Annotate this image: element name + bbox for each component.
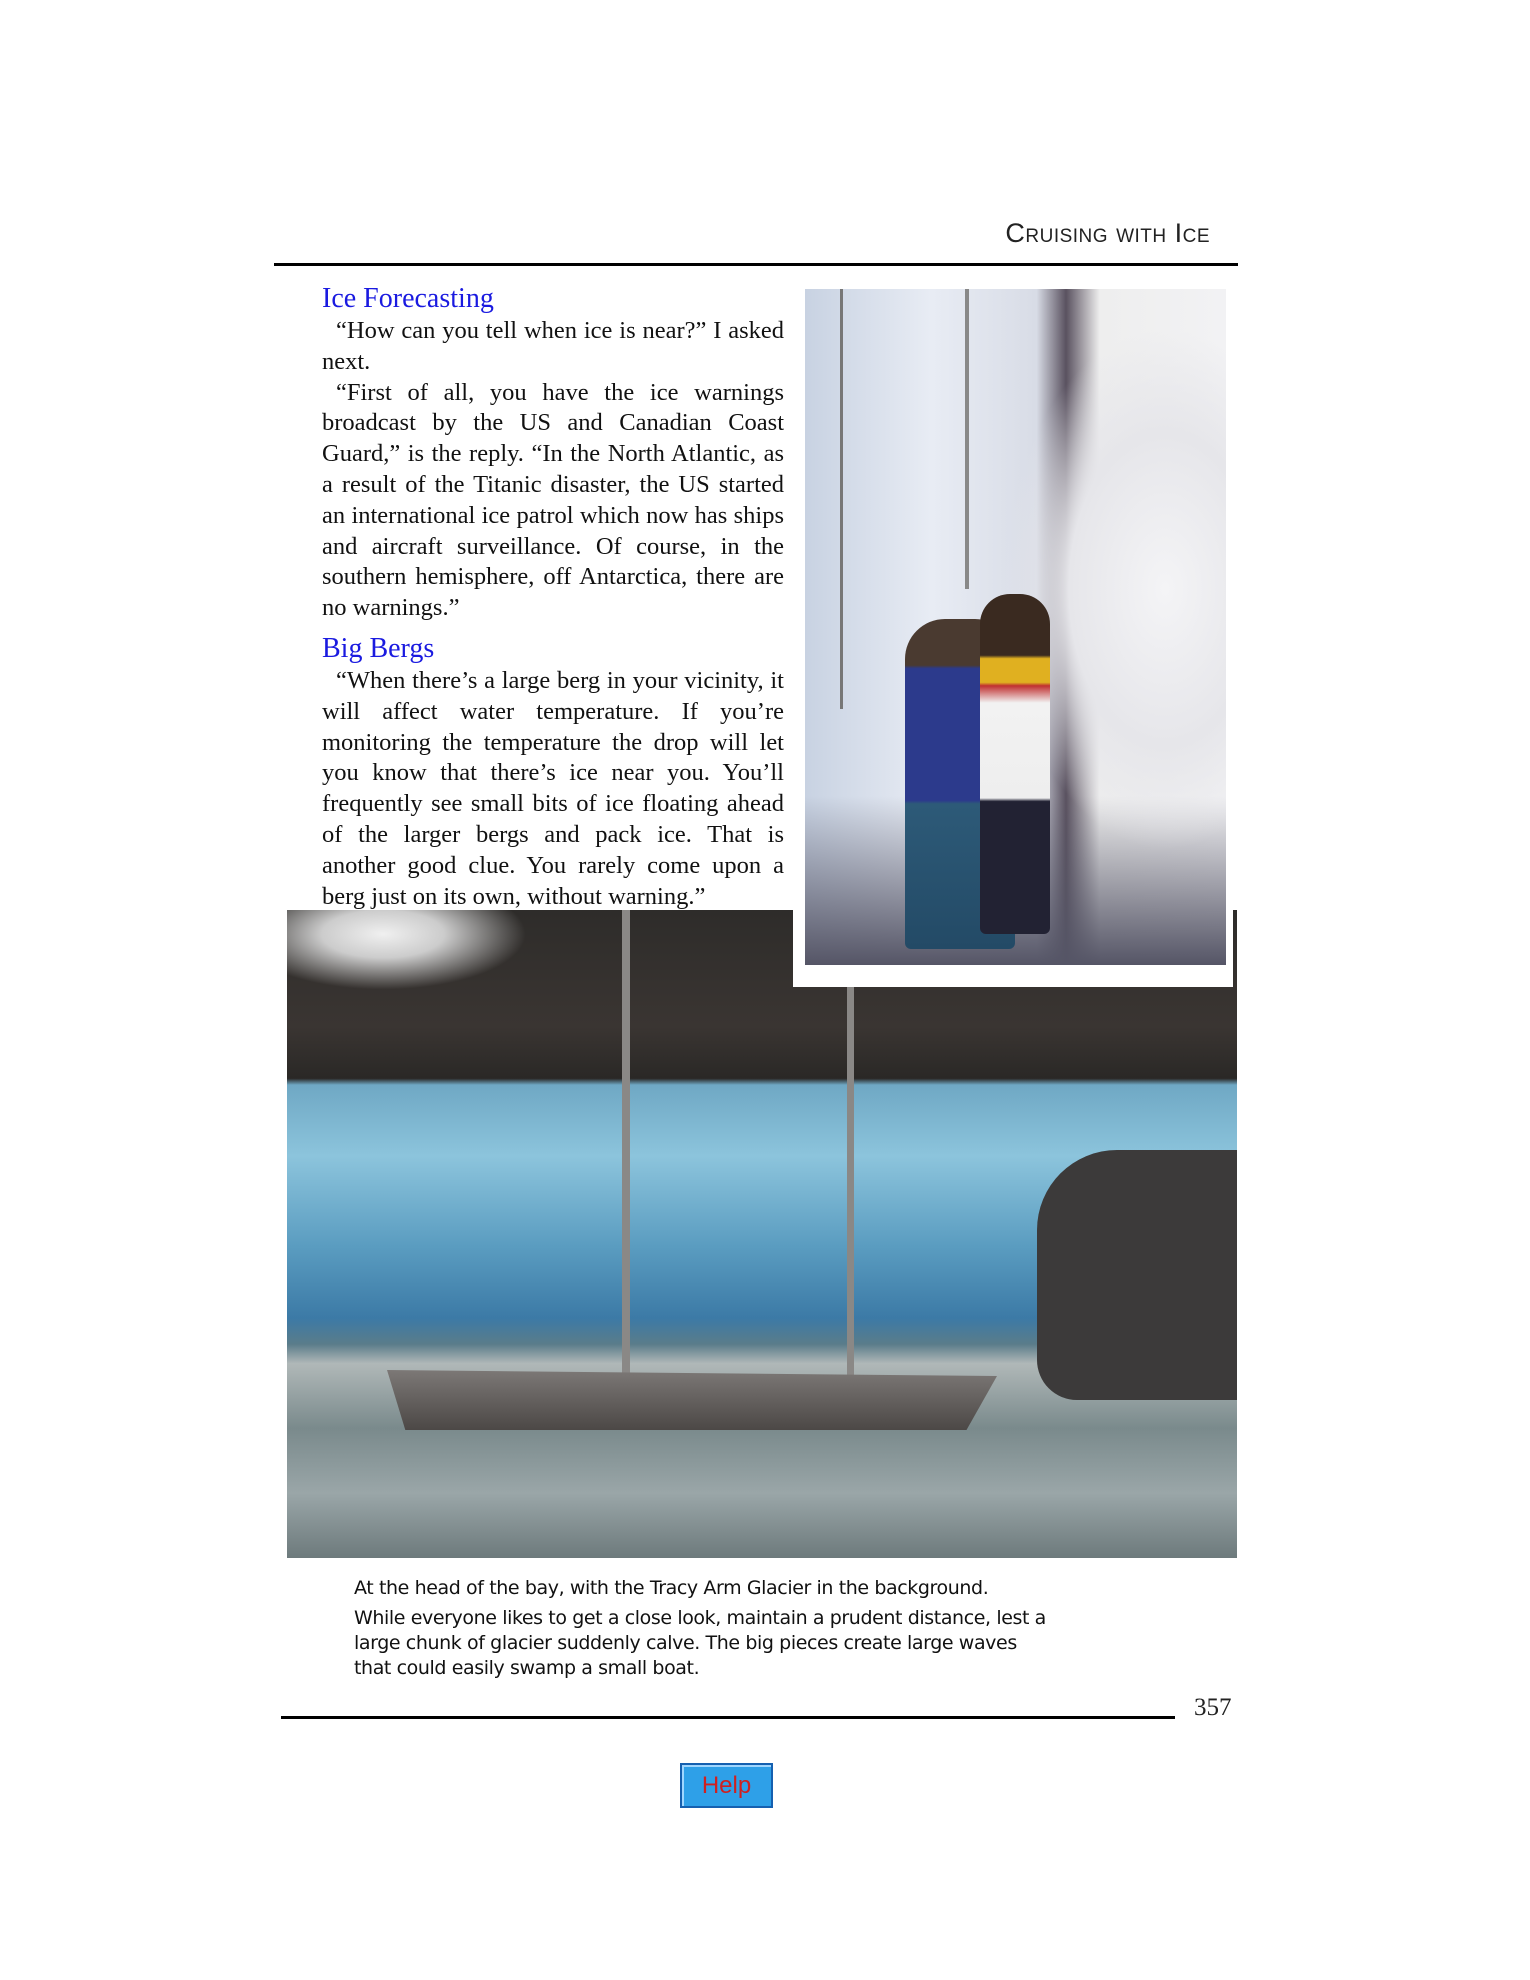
person — [980, 594, 1050, 934]
caption-text: While everyone likes to get a close look, maintain a prudent distance, lest a large chunk of glacier suddenly calve. The big pieces create large waves that could easily swamp a small boat. — [354, 1607, 1046, 1679]
crew-on-deck-photo — [805, 289, 1226, 965]
mast — [622, 910, 630, 1380]
mast — [847, 960, 854, 1380]
footer-rule — [281, 1716, 1175, 1719]
section-heading-big-bergs: Big Bergs — [322, 632, 435, 664]
text-column — [322, 282, 784, 912]
help-button[interactable]: Help — [680, 1763, 773, 1808]
rigging — [965, 289, 969, 589]
paragraph: “When there’s a large berg in your vicinity, it will affect water temperature. If you’re monitoring the temperature the drop will let you know that there’s ice near you. You’ll frequently see small bits of ice floating ahead of the larger bergs and pack ice. That is another good clue. You rarely come upon a berg just on its own, without warning.” — [322, 666, 784, 910]
rock — [1037, 1150, 1237, 1400]
paragraph: “How can you tell when ice is near?” I asked next. — [322, 317, 784, 375]
paragraph: “First of all, you have the ice warnings broadcast by the US and Canadian Coast Guard,” is the reply. “In the North Atlantic, as a result of the Titanic disaster, the US started an international ice patrol which now has ships and aircraft surveillance. Of course, in the southern hemisphere, off Antarctica, there are no warnings.” — [322, 378, 784, 622]
boat-hull — [387, 1370, 997, 1430]
section-heading-ice-forecasting: Ice Forecasting — [322, 283, 494, 314]
glacier-sailboat-photo — [287, 910, 1237, 1558]
rigging — [840, 289, 843, 709]
photo-caption — [354, 1576, 1054, 1686]
snow-patch — [287, 910, 527, 990]
running-header: Cruising with Ice — [1005, 218, 1210, 248]
header-rule — [274, 263, 1238, 266]
caption-line: At the head of the bay, with the Tracy Arm Glacier in the background. — [354, 1577, 989, 1599]
page-number: 357 — [1194, 1694, 1232, 1721]
